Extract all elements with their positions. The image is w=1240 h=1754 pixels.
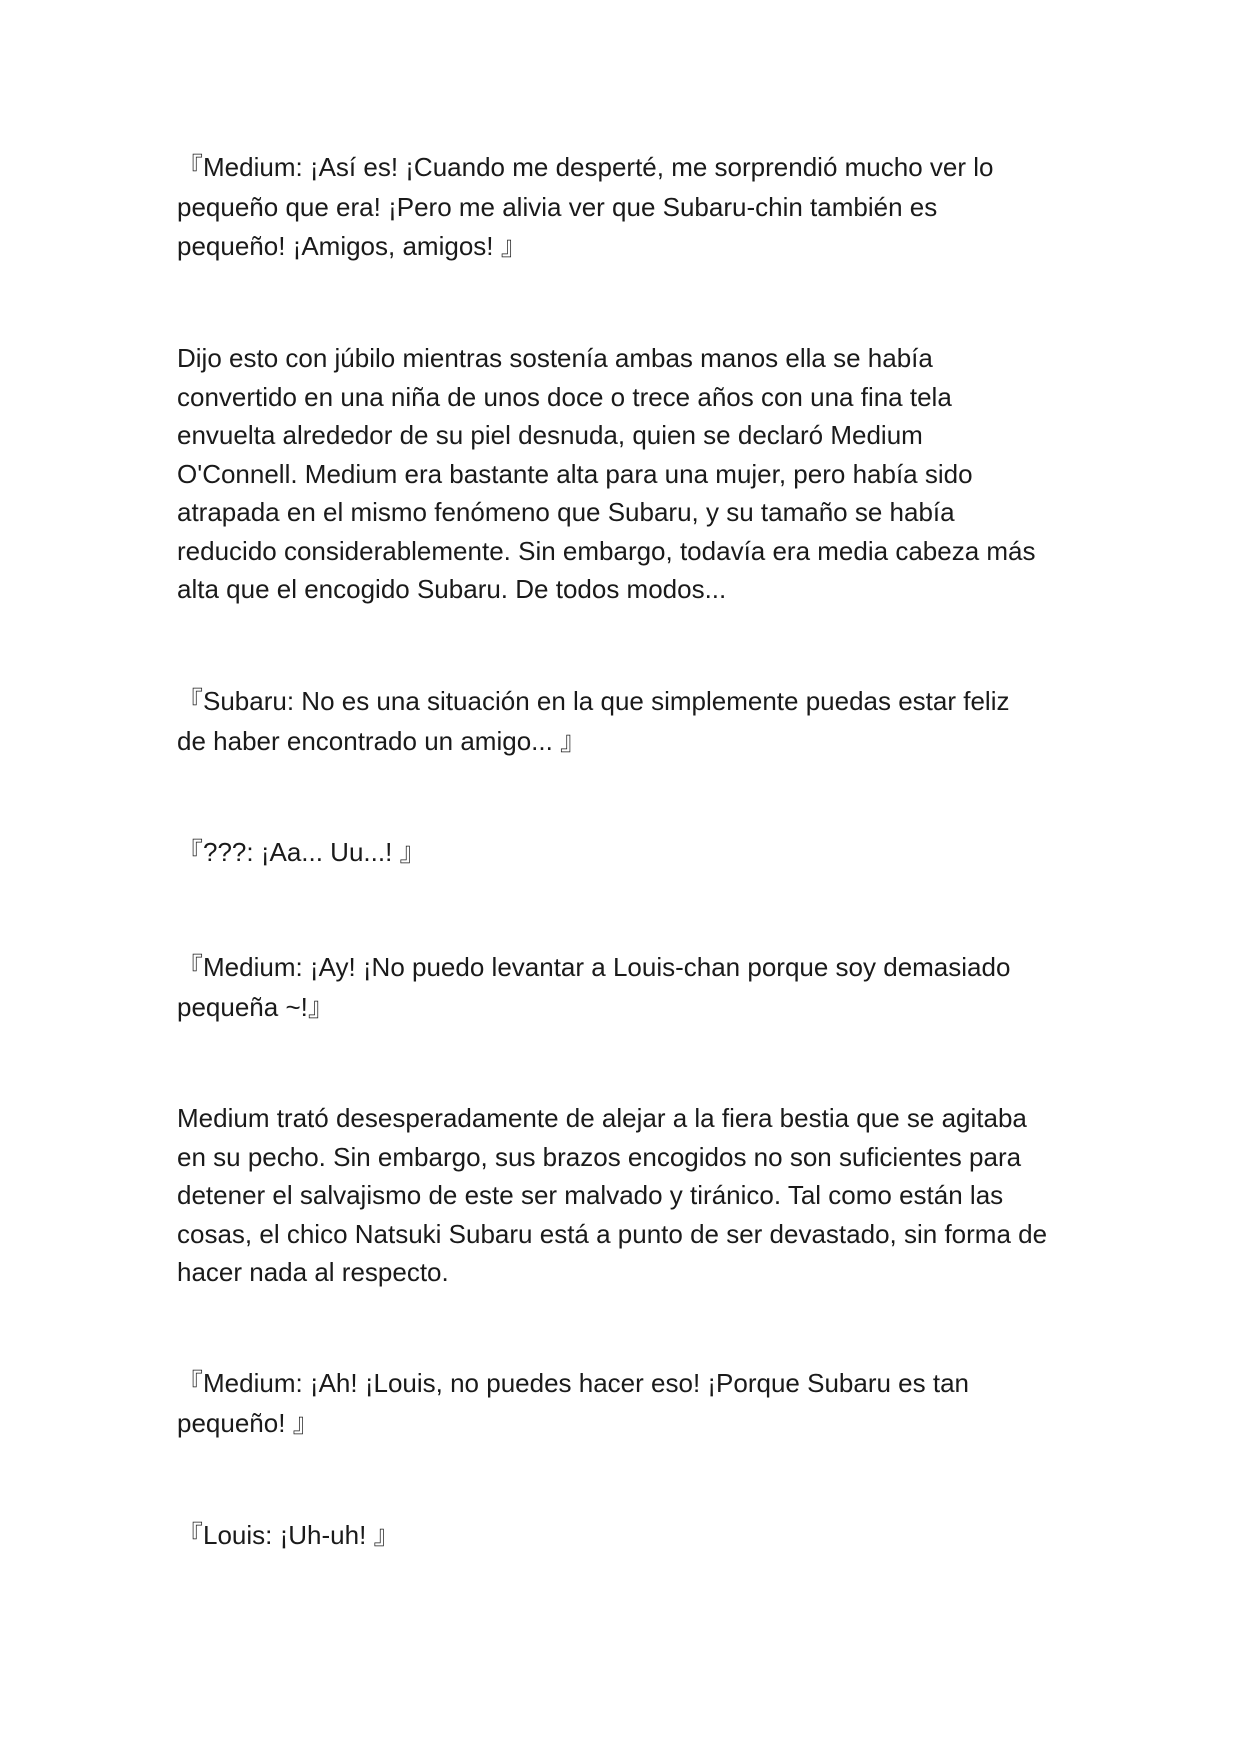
dialogue-medium-1: 『Medium: ¡Así es! ¡Cuando me desperté, me sorprendió mucho ver lo pequeño que era! ¡Pero me alivia ver que Subaru-chin también es pequeño! ¡Amigos, amigos! 』 — [177, 152, 994, 261]
dialogue-unknown: 『???: ¡Aa... Uu...! 』 — [177, 837, 426, 867]
dialogue-subaru: 『Subaru: No es una situación en la que simplemente puedas estar feliz de haber encontrado un amigo... 』 — [177, 686, 1010, 756]
dialogue-louis: 『Louis: ¡Uh-uh! 』 — [177, 1520, 400, 1550]
narration-paragraph-2: Medium trató desesperadamente de alejar a la fiera bestia que se agitaba en su pecho. Sin embargo, sus brazos encogidos no son suficientes para detener el salvajismo de este ser malvado y tiránico. Tal como están las cosas, el chico Natsuki Subaru está a punto de ser devastado, sin forma de hacer nada al respecto. — [177, 1103, 1048, 1287]
dialogue-medium-3: 『Medium: ¡Ah! ¡Louis, no puedes hacer eso! ¡Porque Subaru es tan pequeño! 』 — [177, 1368, 969, 1438]
dialogue-medium-2: 『Medium: ¡Ay! ¡No puedo levantar a Louis-chan porque soy demasiado pequeña ~!』 — [177, 952, 1011, 1022]
narration-paragraph-1: Dijo esto con júbilo mientras sostenía ambas manos ella se había convertido en una niña de unos doce o trece años con una fina tela envuelta alrededor de su piel desnuda, quien se declaró Medium O'Connell. Medium era bastante alta para una mujer, pero había sido atrapada en el mismo fenómeno que Subaru, y su tamaño se había reducido considerablemente. Sin embargo, todavía era media cabeza más alta que el encogido Subaru. De todos modos... — [177, 343, 1036, 604]
